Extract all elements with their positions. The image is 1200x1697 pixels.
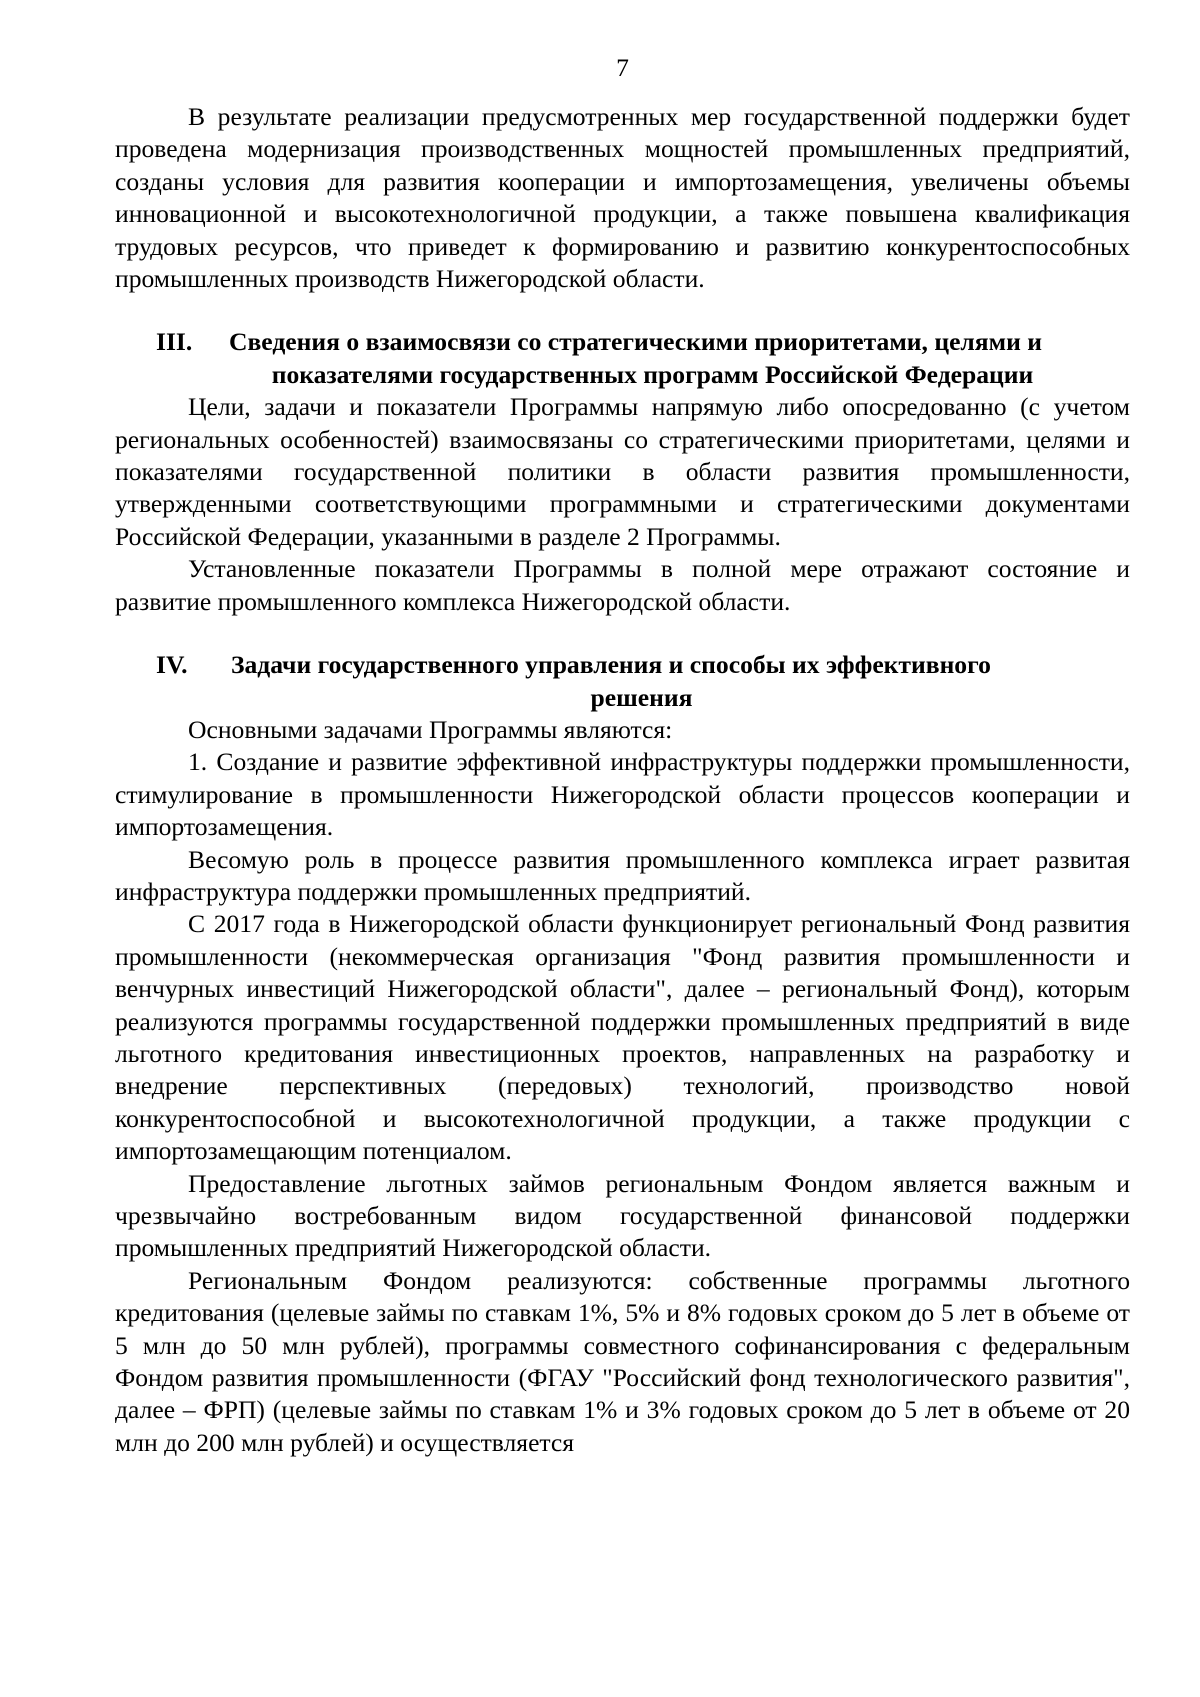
section-3-title-line2: показателями государственных программ Российской Федерации: [271, 359, 1034, 389]
section-4-heading: [115, 649, 1130, 714]
section-4-paragraph: С 2017 года в Нижегородской области функционирует региональный Фонд развития промышленности (некоммерческая организация "Фонд развития промышленности и венчурных инвестиций Нижегородской области", далее – региональный Фонд), которым реализуются программы государственной поддержки промышленных предприятий в виде льготного кредитования инвестиционных проектов, направленных на разработку и внедрение перспективных (передовых) технологий, производство новой конкурентоспособной и высокотехнологичной продукции, а также продукции с импортозамещающим потенциалом.: [115, 909, 1130, 1166]
section-4-list-item: 1. Создание и развитие эффективной инфраструктуры поддержки промышленности, стимулирование в промышленности Нижегородской области процессов кооперации и импортозамещения.: [115, 747, 1130, 842]
section-4-paragraph: Предоставление льготных займов региональным Фондом является важным и чрезвычайно востребованным видом государственной финансовой поддержки промышленных предприятий Нижегородской области.: [115, 1168, 1130, 1263]
section-4-title-line2: решения: [590, 682, 693, 712]
section-3-paragraph: Цели, задачи и показатели Программы напрямую либо опосредованно (с учетом региональных особенностей) взаимосвязаны со стратегическими приоритетами, целями и показателями государственной политики в области развития промышленности, утвержденными соответствующими программными и стратегическими документами Российской Федерации, указанными в разделе 2 Программы.: [115, 392, 1130, 551]
page-number: 7: [616, 53, 629, 82]
section-3-numeral: III.: [156, 327, 193, 357]
section-3-paragraph: Установленные показатели Программы в полной мере отражают состояние и развитие промышленного комплекса Нижегородской области.: [115, 554, 1130, 616]
intro-paragraph: В результате реализации предусмотренных мер государственной поддержки будет проведена модернизация производственных мощностей промышленных предприятий, созданы условия для развития кооперации и импортозамещения, увеличены объемы инновационной и высокотехнологичной продукции, а также повышена квалификация трудовых ресурсов, что приведет к формированию и развитию конкурентоспособных промышленных производств Нижегородской области.: [115, 102, 1130, 294]
section-4-paragraph: Региональным Фондом реализуются: собственные программы льготного кредитования (целевые займы по ставкам 1%, 5% и 8% годовых сроком до 5 лет в объеме от 5 млн до 50 млн рублей), программы совместного софинансирования с федеральным Фондом развития промышленности (ФГАУ "Российский фонд технологического развития", далее – ФРП) (целевые займы по ставкам 1% и 3% годовых сроком до 5 лет в объеме от 20 млн до 200 млн рублей) и осуществляется: [115, 1265, 1130, 1457]
section-3-heading-line1: [115, 326, 1130, 358]
document-page: [115, 52, 1130, 1459]
section-4-numeral: IV.: [156, 650, 188, 680]
section-4-paragraph: Весомую роль в процессе развития промышленного комплекса играет развитая инфраструктура поддержки промышленных предприятий.: [115, 844, 1130, 906]
section-4-title-line1: Задачи государственного управления и способы их эффективного: [231, 650, 991, 680]
section-4-paragraph: Основными задачами Программы являются:: [188, 714, 673, 744]
section-3-title-line1: Сведения о взаимосвязи со стратегическими приоритетами, целями и: [229, 327, 1042, 357]
section-4-heading-line1: [115, 649, 1130, 681]
section-3-heading: [115, 326, 1130, 391]
